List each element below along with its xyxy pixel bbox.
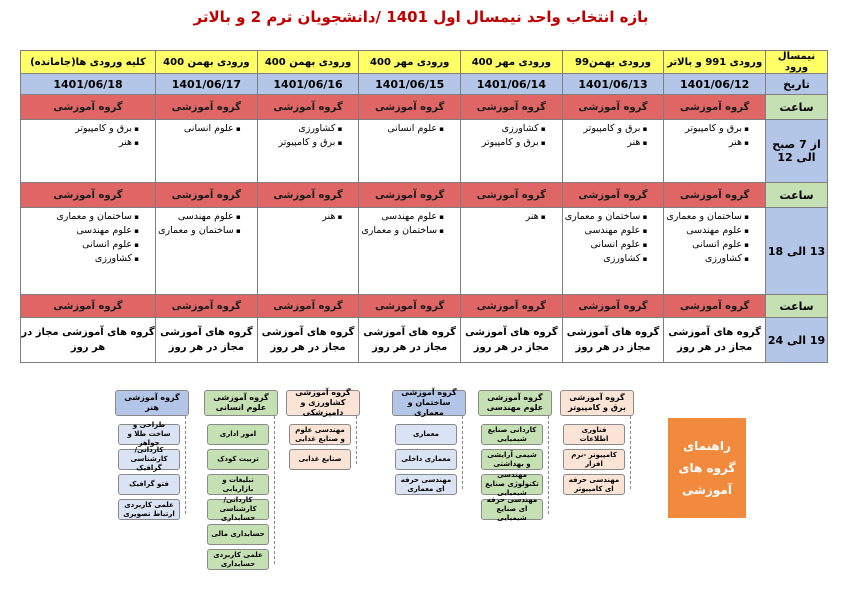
group-list-item: ▪ برق و کامپیوتر	[664, 123, 749, 134]
header-column: ورودی مهر 400	[461, 51, 563, 74]
group-list-item: ▪ کشاورزی	[258, 123, 343, 134]
flow-connector	[548, 416, 549, 514]
date-label: تاریخ	[766, 74, 828, 95]
group-list-item: ▪ برق و کامپیوتر	[461, 137, 546, 148]
group-header: گروه آموزشی	[461, 295, 563, 318]
group-list-item: ▪ علوم انسانی	[563, 239, 648, 250]
group-list-cell	[359, 120, 461, 183]
allowed-groups-cell: گروه های آموزشی مجاز در هر روز	[156, 318, 258, 363]
group-list-item: ▪ ساختمان و معماری	[563, 211, 648, 222]
group-list-item: ▪ برق و کامپیوتر	[563, 123, 648, 134]
flow-item: مهندسی علوم و صنایع غذایی	[289, 424, 351, 445]
flow-item: علمی کاربردی حسابداری	[207, 549, 269, 570]
group-header: گروه آموزشی	[562, 183, 664, 208]
flow-item: کاردانی/کارشناسی گرافیک	[118, 449, 180, 470]
group-list-cell	[21, 208, 156, 295]
group-list-cell	[156, 120, 258, 183]
allowed-groups-cell: گروه های آموزشی مجاز در هر روز	[664, 318, 766, 363]
header-column: کلیه ورودی ها(جامانده)	[21, 51, 156, 74]
allowed-groups-cell: گروه های آموزشی مجاز در هر روز	[461, 318, 563, 363]
flow-item: فناوری اطلاعات	[563, 424, 625, 445]
group-list-item: ▪ علوم مهندسی	[21, 225, 139, 236]
time-label: ساعت	[766, 95, 828, 120]
group-list-item: ▪ ساختمان و معماری	[156, 225, 241, 236]
time-label: ساعت	[766, 295, 828, 318]
flow-group-head: گروه آموزشی برق و کامپیوتر	[560, 390, 634, 416]
group-header: گروه آموزشی	[359, 95, 461, 120]
flow-item: معماری داخلی	[395, 449, 457, 470]
group-list-cell	[257, 208, 359, 295]
group-list-item: ▪ کشاورزی	[563, 253, 648, 264]
flow-item: مهندسی حرفه ای کامپیوتر	[563, 474, 625, 495]
flow-group-head: گروه آموزشی ساختمان و معماری	[392, 390, 466, 416]
flow-item: فتو گرافیک	[118, 474, 180, 495]
flow-item: امور اداری	[207, 424, 269, 445]
group-list-item: ▪ ساختمان و معماری	[21, 211, 139, 222]
flow-item: حسابداری مالی	[207, 524, 269, 545]
flow-connector	[185, 416, 186, 514]
group-header: گروه آموزشی	[156, 95, 258, 120]
group-header: گروه آموزشی	[257, 183, 359, 208]
flow-item: طراحی و ساخت طلا و جواهر	[118, 424, 180, 445]
group-list-item: ▪ علوم مهندسی	[359, 211, 444, 222]
group-header: گروه آموزشی	[461, 183, 563, 208]
allowed-groups-cell: گروه های آموزشی مجاز در هر روز	[359, 318, 461, 363]
group-list-item: ▪ برق و کامپیوتر	[258, 137, 343, 148]
group-list-item: ▪ هنر	[664, 137, 749, 148]
group-header: گروه آموزشی	[21, 295, 156, 318]
group-list-item: ▪ کشاورزی	[461, 123, 546, 134]
group-list-item: ▪ هنر	[258, 211, 343, 222]
flow-group-head: گروه آموزشی علوم انسانی	[204, 390, 278, 416]
group-header: گروه آموزشی	[359, 295, 461, 318]
date-cell: 1401/06/14	[461, 74, 563, 95]
flow-item: مهندسی حرفه ای صنایع شیمیایی	[481, 499, 543, 520]
group-list-cell	[359, 208, 461, 295]
group-list-item: ▪ علوم مهندسی	[563, 225, 648, 236]
flow-connector	[274, 416, 275, 564]
header-column: ورودی بهمن 400	[156, 51, 258, 74]
schedule-table	[20, 50, 828, 363]
flow-group-head: گروه آموزشی کشاورزی و دامپزشکی	[286, 390, 360, 416]
allowed-groups-cell: گروه های آموزشی مجاز در هر روز	[257, 318, 359, 363]
flow-connector	[462, 416, 463, 489]
flow-connector	[630, 416, 631, 489]
flow-item: کامپیوتر -نرم افزار	[563, 449, 625, 470]
page-title: بازه انتخاب واحد نیمسال اول 1401 /دانشجویان ترم 2 و بالاتر	[193, 8, 649, 26]
slot-label: 13 الی 18	[766, 208, 828, 295]
header-column: ورودی بهمن 400	[257, 51, 359, 74]
group-header: گروه آموزشی	[461, 95, 563, 120]
group-header: گروه آموزشی	[21, 95, 156, 120]
group-list-item: ▪ علوم انسانی	[664, 239, 749, 250]
group-header: گروه آموزشی	[257, 95, 359, 120]
flow-item: کاردانی صنایع شیمیایی	[481, 424, 543, 445]
group-list-item: ▪ کشاورزی	[21, 253, 139, 264]
date-cell: 1401/06/12	[664, 74, 766, 95]
group-list-item: ▪ ساختمان و معماری	[359, 225, 444, 236]
group-list-item: ▪ علوم مهندسی	[156, 211, 241, 222]
group-list-cell	[21, 120, 156, 183]
group-list-item: ▪ ساختمان و معماری	[664, 211, 749, 222]
group-list-cell	[562, 208, 664, 295]
group-header: گروه آموزشی	[156, 295, 258, 318]
group-header: گروه آموزشی	[359, 183, 461, 208]
flow-connector	[356, 416, 357, 464]
flow-item: کاردانی/کارشناسی حسابداری	[207, 499, 269, 520]
group-list-item: ▪ هنر	[461, 211, 546, 222]
group-header: گروه آموزشی	[257, 295, 359, 318]
group-list-cell	[562, 120, 664, 183]
group-list-cell	[664, 120, 766, 183]
flow-item: علمی کاربردی ارتباط تصویری	[118, 499, 180, 520]
flow-item: مهندسی حرفه ای معماری	[395, 474, 457, 495]
date-cell: 1401/06/18	[21, 74, 156, 95]
group-list-cell	[461, 120, 563, 183]
group-header: گروه آموزشی	[21, 183, 156, 208]
allowed-groups-cell: گروه های آموزشی مجاز در هر روز	[562, 318, 664, 363]
group-header: گروه آموزشی	[664, 295, 766, 318]
date-cell: 1401/06/17	[156, 74, 258, 95]
slot-label: از 7 صبح الی 12	[766, 120, 828, 183]
group-list-item: ▪ علوم انسانی	[156, 123, 241, 134]
group-list-item: ▪ برق و کامپیوتر	[21, 123, 139, 134]
flow-group-head: گروه آموزشی هنر	[115, 390, 189, 416]
header-column: ورودی بهمن99	[562, 51, 664, 74]
flow-item: تبلیغات و بازاریابی	[207, 474, 269, 495]
flow-item: مهندسی تکنولوژی صنایع شیمیایی	[481, 474, 543, 495]
group-header: گروه آموزشی	[156, 183, 258, 208]
group-header: گروه آموزشی	[664, 95, 766, 120]
slot-label: 19 الی 24	[766, 318, 828, 363]
flow-item: تربیت کودک	[207, 449, 269, 470]
group-list-item: ▪ هنر	[563, 137, 648, 148]
allowed-groups-cell: گروه های آموزشی مجاز در هر روز	[21, 318, 156, 363]
group-list-cell	[156, 208, 258, 295]
flow-item: معماری	[395, 424, 457, 445]
flow-item: شیمی آرایشی و بهداشتی	[481, 449, 543, 470]
group-header: گروه آموزشی	[562, 295, 664, 318]
date-cell: 1401/06/13	[562, 74, 664, 95]
group-header: گروه آموزشی	[562, 95, 664, 120]
group-list-item: ▪ کشاورزی	[664, 253, 749, 264]
group-list-item: ▪ علوم مهندسی	[664, 225, 749, 236]
header-column: ورودی 991 و بالاتر	[664, 51, 766, 74]
group-list-item: ▪ هنر	[21, 137, 139, 148]
flow-item: صنایع غذایی	[289, 449, 351, 470]
header-col-label: نیمسال ورود	[766, 51, 828, 74]
time-label: ساعت	[766, 183, 828, 208]
groups-guide-box: راهنمای گروه های آموزشی	[668, 418, 746, 518]
date-cell: 1401/06/16	[257, 74, 359, 95]
date-cell: 1401/06/15	[359, 74, 461, 95]
flow-group-head: گروه آموزشی علوم مهندسی	[478, 390, 552, 416]
group-list-cell	[664, 208, 766, 295]
group-list-cell	[257, 120, 359, 183]
group-header: گروه آموزشی	[664, 183, 766, 208]
group-list-item: ▪ علوم انسانی	[359, 123, 444, 134]
group-list-cell	[461, 208, 563, 295]
header-column: ورودی مهر 400	[359, 51, 461, 74]
group-list-item: ▪ علوم انسانی	[21, 239, 139, 250]
